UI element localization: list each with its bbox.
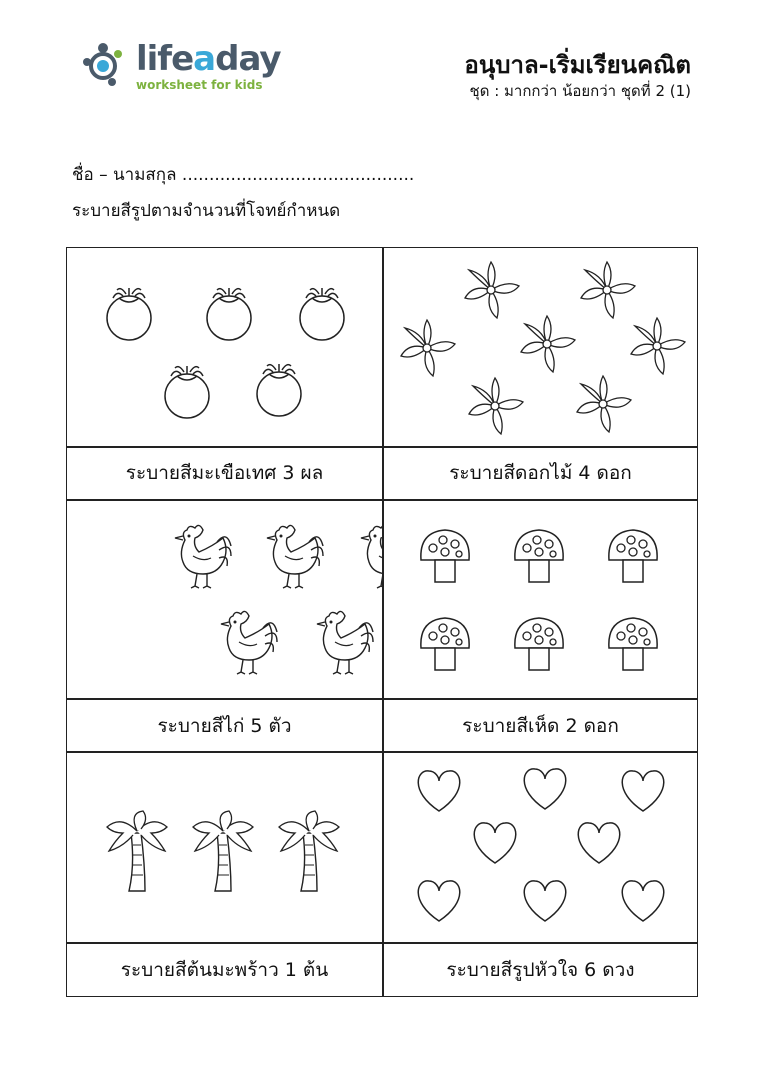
page-title: อนุบาล-เริ่มเรียนคณิต xyxy=(464,51,691,79)
instruction: ระบายสีรูปตามจำนวนที่โจทย์กำหนด xyxy=(72,201,341,221)
flower-icon[interactable] xyxy=(401,320,455,376)
worksheet-grid xyxy=(66,247,698,997)
heart-icon[interactable] xyxy=(622,881,664,921)
tomato-icon[interactable] xyxy=(107,288,151,340)
flower-icon[interactable] xyxy=(469,378,523,434)
heart-icon[interactable] xyxy=(418,771,460,811)
picture-cell-palm-tree[interactable] xyxy=(67,753,382,942)
mushroom-icon[interactable] xyxy=(609,618,657,670)
picture-cell-flower[interactable] xyxy=(383,248,698,446)
heart-icon[interactable] xyxy=(524,881,566,921)
mushroom-icon[interactable] xyxy=(421,530,469,582)
chicken-icon[interactable] xyxy=(361,525,382,588)
flower-icon[interactable] xyxy=(631,318,685,374)
chicken-icon[interactable] xyxy=(267,525,323,588)
heart-icon[interactable] xyxy=(622,771,664,811)
palm-tree-icon[interactable] xyxy=(279,811,339,891)
heart-icon[interactable] xyxy=(418,881,460,921)
heart-icon[interactable] xyxy=(474,823,516,863)
tomato-icon[interactable] xyxy=(207,288,251,340)
logo-tagline: worksheet for kids xyxy=(136,78,263,92)
name-line: ชื่อ – นามสกุล ........................................... xyxy=(72,165,415,185)
tomato-icon[interactable] xyxy=(165,366,209,418)
logo-mark-icon xyxy=(82,40,132,90)
palm-tree-icon[interactable] xyxy=(193,811,253,891)
caption-chicken: ระบายสีไก่ 5 ตัว xyxy=(157,714,292,737)
mushroom-icon[interactable] xyxy=(421,618,469,670)
heart-icon[interactable] xyxy=(524,769,566,809)
caption-flower: ระบายสีดอกไม้ 4 ดอก xyxy=(449,462,632,484)
picture-cell-heart[interactable] xyxy=(383,753,698,942)
mushroom-icon[interactable] xyxy=(609,530,657,582)
caption-palm-tree: ระบายสีต้นมะพร้าว 1 ต้น xyxy=(120,959,329,981)
heart-icon[interactable] xyxy=(578,823,620,863)
picture-cell-tomato[interactable] xyxy=(67,248,382,446)
picture-cell-mushroom[interactable] xyxy=(383,500,698,698)
tomato-icon[interactable] xyxy=(257,364,301,416)
mushroom-icon[interactable] xyxy=(515,618,563,670)
flower-icon[interactable] xyxy=(465,262,519,318)
logo xyxy=(82,38,282,98)
page-subtitle: ชุด : มากกว่า น้อยกว่า ชุดที่ 2 (1) xyxy=(469,82,691,100)
palm-tree-icon[interactable] xyxy=(107,811,167,891)
caption-tomato: ระบายสีมะเขือเทศ 3 ผล xyxy=(125,462,324,484)
caption-mushroom: ระบายสีเห็ด 2 ดอก xyxy=(462,714,619,737)
mushroom-icon[interactable] xyxy=(515,530,563,582)
tomato-icon[interactable] xyxy=(300,288,344,340)
flower-icon[interactable] xyxy=(581,262,635,318)
flower-icon[interactable] xyxy=(577,376,631,432)
chicken-icon[interactable] xyxy=(317,611,373,674)
chicken-icon[interactable] xyxy=(175,525,231,588)
picture-cell-chicken[interactable] xyxy=(67,500,382,698)
chicken-icon[interactable] xyxy=(221,611,277,674)
flower-icon[interactable] xyxy=(521,316,575,372)
caption-heart: ระบายสีรูปหัวใจ 6 ดวง xyxy=(446,959,635,981)
logo-wordmark: lifeaday xyxy=(136,39,281,79)
